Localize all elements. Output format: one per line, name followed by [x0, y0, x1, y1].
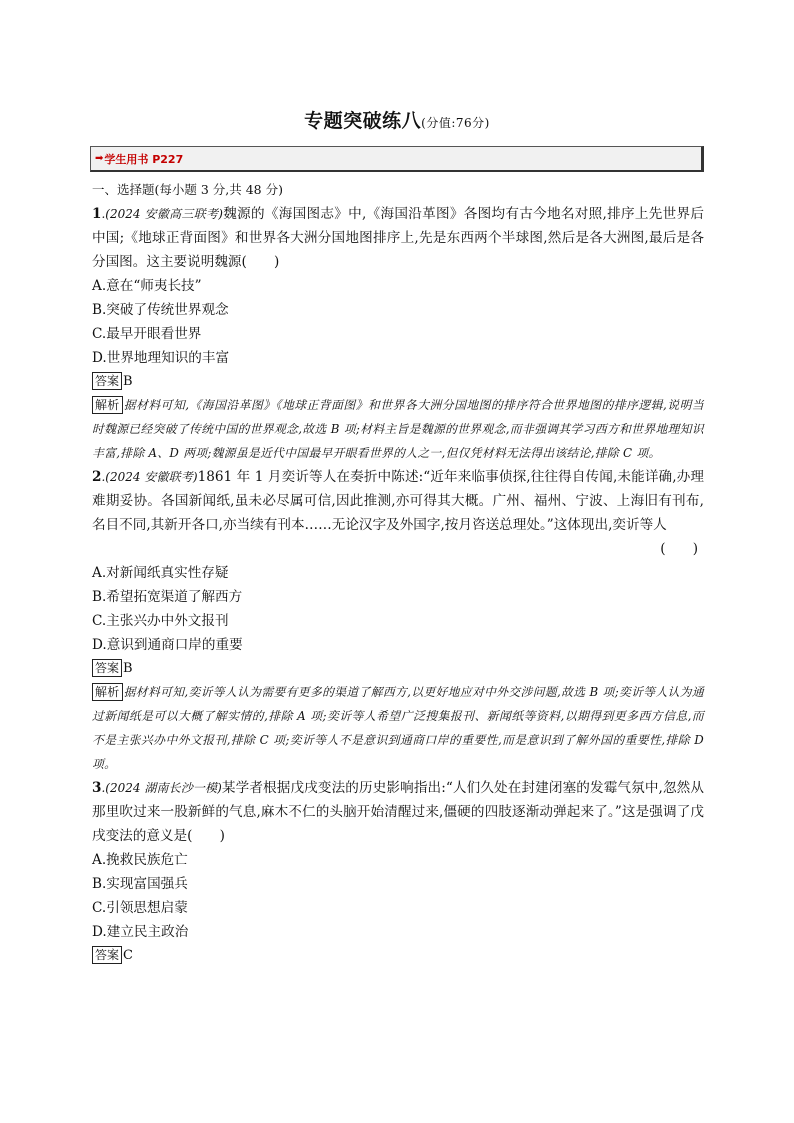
question-number: 2: [92, 469, 102, 485]
question-stem: [92, 465, 704, 557]
option-b: B.突破了传统世界观念: [92, 302, 229, 318]
option-a: A.挽救民族危亡: [92, 852, 188, 868]
question-stem: [92, 202, 704, 274]
question-2: [92, 465, 704, 776]
option-d: D.建立民主政治: [92, 924, 189, 940]
analysis-text: 据材料可知,奕䜣等人认为需要有更多的渠道了解西方,以更好地应对中外交涉问题,故选 B 项;奕䜣等人认为通过新闻纸是可以大概了解实情的,排除 A 项;奕䜣等人希望广泛搜集报刊、新闻纸等资料,以期得到更多西方信息,而不是主张兴办中外文报刊,排除 C 项;奕䜣等人不是意识到通商口岸的重要性,而是意识到了解外国的重要性,排除 D 项。: [92, 685, 704, 771]
analysis-tag: 解析: [92, 683, 123, 701]
score-note: (分值:76分): [421, 116, 490, 130]
textbook-reference: 学生用书 P227: [104, 152, 184, 166]
answer-tag: 答案: [92, 946, 122, 964]
question-text: 某学者根据戊戌变法的历史影响指出:“人们久处在封建闭塞的发霉气氛中,忽然从那里吹过来一股新鲜的气息,麻木不仁的头脑开始清醒过来,僵硬的四肢逐渐动弹起来了。”这是强调了戊戌变法的意义是( ): [92, 780, 704, 844]
analysis-block: [92, 393, 704, 465]
analysis-tag: 解析: [92, 396, 123, 414]
option-a: A.意在“师夷长技”: [92, 278, 202, 294]
question-number: 3: [92, 780, 102, 796]
option-b: B.希望拓宽渠道了解西方: [92, 589, 243, 605]
answer-tag: 答案: [92, 659, 122, 677]
option-b: B.实现富国强兵: [92, 876, 188, 892]
answer-value: B: [123, 661, 133, 676]
answer-row: [92, 945, 704, 967]
question-source: .(2024 湖南长沙一模): [101, 781, 222, 795]
arrow-icon: ➡: [95, 153, 104, 164]
section-heading: 一、选择题(每小题 3 分,共 48 分): [92, 182, 283, 197]
option-c: C.主张兴办中外文报刊: [92, 613, 229, 629]
answer-value: B: [123, 374, 133, 389]
question-number: 1: [92, 206, 102, 222]
question-text: 1861 年 1 月奕䜣等人在奏折中陈述:“近年来临事侦探,往往得自传闻,未能详确,办理难期妥协。各国新闻纸,虽未必尽属可信,因此推测,亦可得其大概。广州、福州、宁波、上海旧有刊布,名目不同,其新开各口,亦当续有刊本……无论汉字及外国字,按月咨送总理处。”这体现出,奕䜣等人: [92, 469, 704, 533]
option-d: D.意识到通商口岸的重要: [92, 637, 243, 653]
question-stem: [92, 776, 704, 848]
answer-blank: ( ): [660, 541, 698, 557]
question-source: .(2024 安徽高三联考): [101, 207, 223, 221]
analysis-text: 据材料可知,《海国沿革图》《地球正背面图》和世界各大洲分国地图的排序符合世界地图的排序逻辑,说明当时魏源已经突破了传统中国的世界观念,故选 B 项;材料主旨是魏源的世界观念,而非强调其学习西方和世界地理知识丰富,排除 A、D 两项;魏源虽是近代中国最早开眼看世界的人之一,但仅凭材料无法得出该结论,排除 C 项。: [92, 398, 704, 460]
analysis-block: [92, 680, 704, 776]
option-d: D.世界地理知识的丰富: [92, 350, 230, 366]
answer-row: [92, 371, 704, 393]
question-3: [92, 776, 704, 967]
answer-value: C: [123, 948, 133, 963]
question-text: 魏源的《海国图志》中,《海国沿革图》各图均有古今地名对照,排序上先世界后中国;《地球正背面图》和世界各大洲分国地图排序上,先是东西两个半球图,然后是各大洲图,最后是各分国图。这主要说明魏源( ): [92, 206, 704, 270]
question-1: [92, 202, 704, 465]
option-c: C.引领思想启蒙: [92, 900, 188, 916]
question-source: .(2024 安徽联考): [101, 470, 198, 484]
question-list: [92, 178, 704, 967]
option-a: A.对新闻纸真实性存疑: [92, 565, 229, 581]
option-c: C.最早开眼看世界: [92, 326, 202, 342]
title-text: 专题突破练八: [304, 110, 422, 132]
textbook-reference-bar: [90, 146, 704, 172]
answer-row: [92, 658, 704, 680]
page-title: [0, 106, 794, 133]
answer-tag: 答案: [92, 372, 122, 390]
